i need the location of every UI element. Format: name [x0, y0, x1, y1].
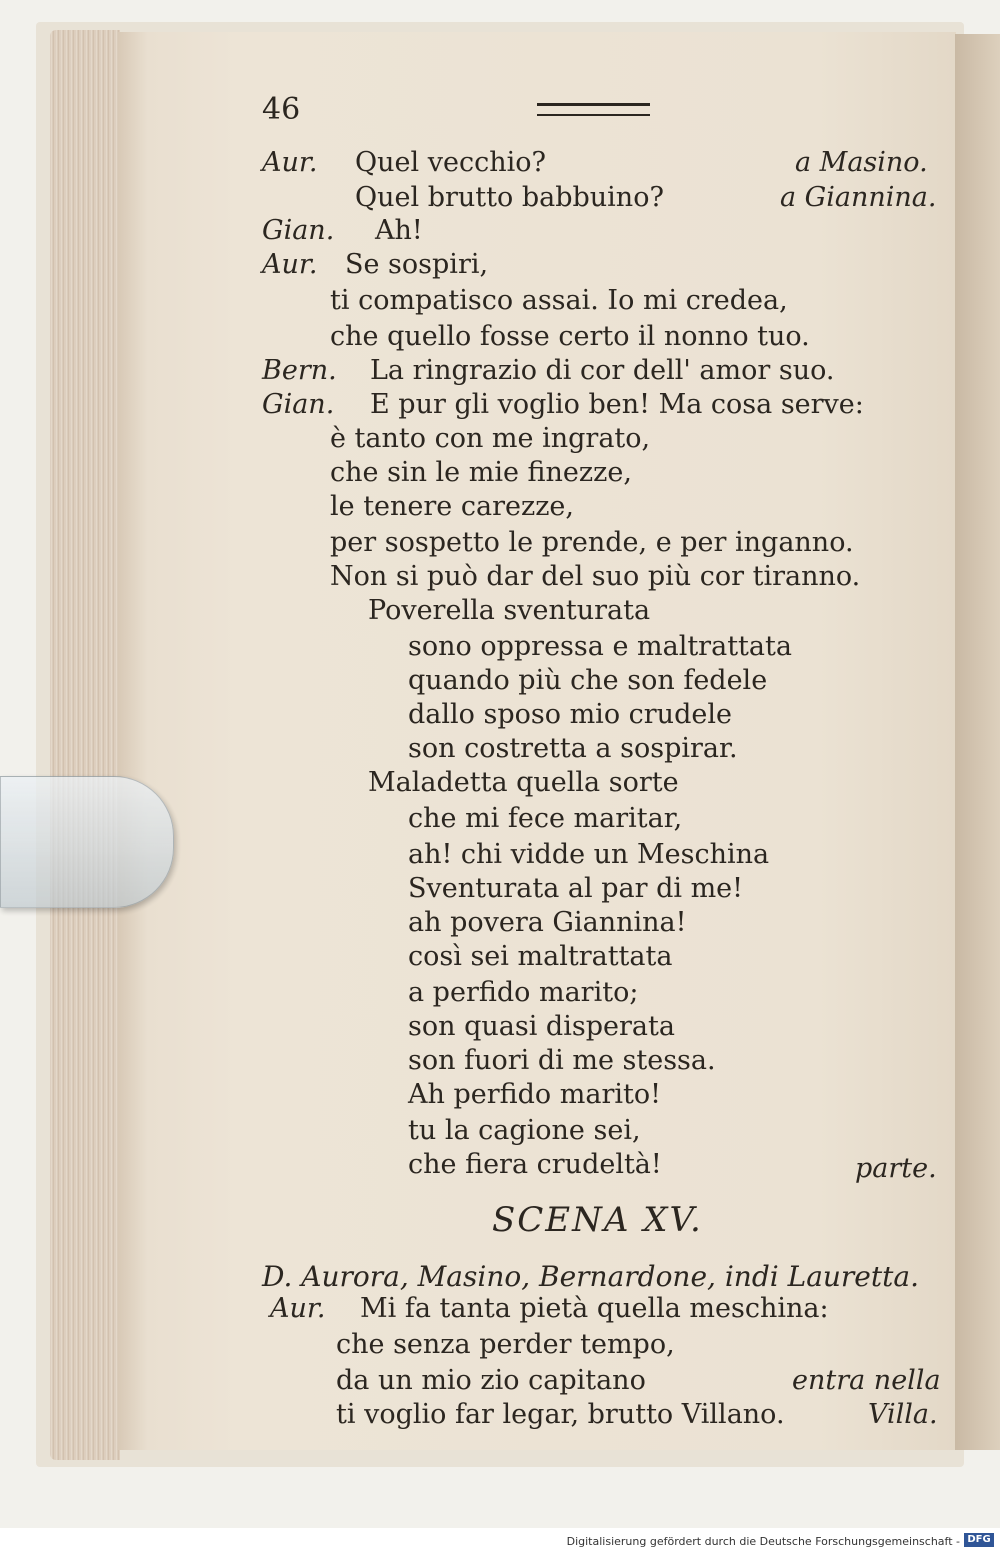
page-number: 46 — [262, 92, 301, 127]
verse-line: che mi fece maritar, — [408, 803, 683, 834]
speaker-label: Aur. — [262, 147, 318, 178]
dialogue-line: Ah! — [375, 215, 423, 246]
verse-line: ah povera Giannina! — [408, 907, 687, 938]
footer-bar — [0, 1528, 1000, 1552]
verse-line: son costretta a sospirar. — [408, 733, 738, 764]
page-edges — [50, 30, 120, 1460]
dialogue-line: per sospetto le prende, e per inganno. — [330, 527, 854, 558]
dialogue-line: da un mio zio capitano — [336, 1365, 646, 1396]
dialogue-line: Quel brutto babbuino? — [355, 182, 664, 213]
dialogue-line: che senza perder tempo, — [336, 1329, 675, 1360]
speaker-label: Gian. — [262, 215, 335, 246]
dialogue-line: La ringrazio di cor dell' amor suo. — [370, 355, 835, 386]
scene-heading: SCENA XV. — [492, 1200, 703, 1240]
dialogue-line: E pur gli voglio ben! Ma cosa serve: — [370, 389, 864, 420]
dialogue-line: Non si può dar del suo più cor tiranno. — [330, 561, 861, 592]
dialogue-line: che sin le mie finezze, — [330, 457, 632, 488]
verse-line: quando più che son fedele — [408, 665, 768, 696]
speaker-label: Aur. — [262, 249, 318, 280]
page-clip — [0, 776, 174, 908]
dfg-logo: DFG — [964, 1533, 994, 1547]
verse-line: così sei maltrattata — [408, 941, 673, 972]
funding-notice: Digitalisierung gefördert durch die Deutsche Forschungsgemeinschaft - — [566, 1535, 960, 1548]
verse-line: a perfido marito; — [408, 977, 639, 1008]
verse-line: tu la cagione sei, — [408, 1115, 641, 1146]
stage-direction: a Masino. — [795, 147, 928, 178]
stage-direction: entra nella — [792, 1365, 941, 1396]
dialogue-line: Quel vecchio? — [355, 147, 546, 178]
dialogue-line: è tanto con me ingrato, — [330, 423, 651, 454]
dialogue-line: Mi fa tanta pietà quella meschina: — [360, 1293, 829, 1324]
verse-line: son quasi disperata — [408, 1011, 675, 1042]
speaker-label: Gian. — [262, 389, 335, 420]
verse-line: ah! chi vidde un Meschina — [408, 839, 770, 870]
dialogue-line: ti compatisco assai. Io mi credea, — [330, 285, 788, 316]
verse-line: dallo sposo mio crudele — [408, 699, 732, 730]
scene-characters: D. Aurora, Masino, Bernardone, indi Lauretta. — [262, 1260, 919, 1293]
facing-page-edge — [955, 34, 1000, 1450]
stage-direction: a Giannina. — [780, 182, 937, 213]
verse-line: son fuori di me stessa. — [408, 1045, 716, 1076]
speaker-label: Bern. — [262, 355, 337, 386]
verse-line: Poverella sventurata — [368, 595, 651, 626]
header-rule — [537, 103, 650, 116]
verse-line: Maladetta quella sorte — [368, 767, 679, 798]
stage-direction: Villa. — [868, 1399, 938, 1430]
verse-line: Sventurata al par di me! — [408, 873, 744, 904]
stage-direction: parte. — [855, 1153, 937, 1184]
speaker-label: Aur. — [270, 1293, 326, 1324]
dialogue-line: che quello fosse certo il nonno tuo. — [330, 321, 810, 352]
dialogue-line: Se sospiri, — [345, 249, 489, 280]
verse-line: che fiera crudeltà! — [408, 1149, 662, 1180]
verse-line: Ah perfido marito! — [408, 1079, 661, 1110]
dialogue-line: le tenere carezze, — [330, 491, 574, 522]
dialogue-line: ti voglio far legar, brutto Villano. — [336, 1399, 785, 1430]
verse-line: sono oppressa e maltrattata — [408, 631, 792, 662]
